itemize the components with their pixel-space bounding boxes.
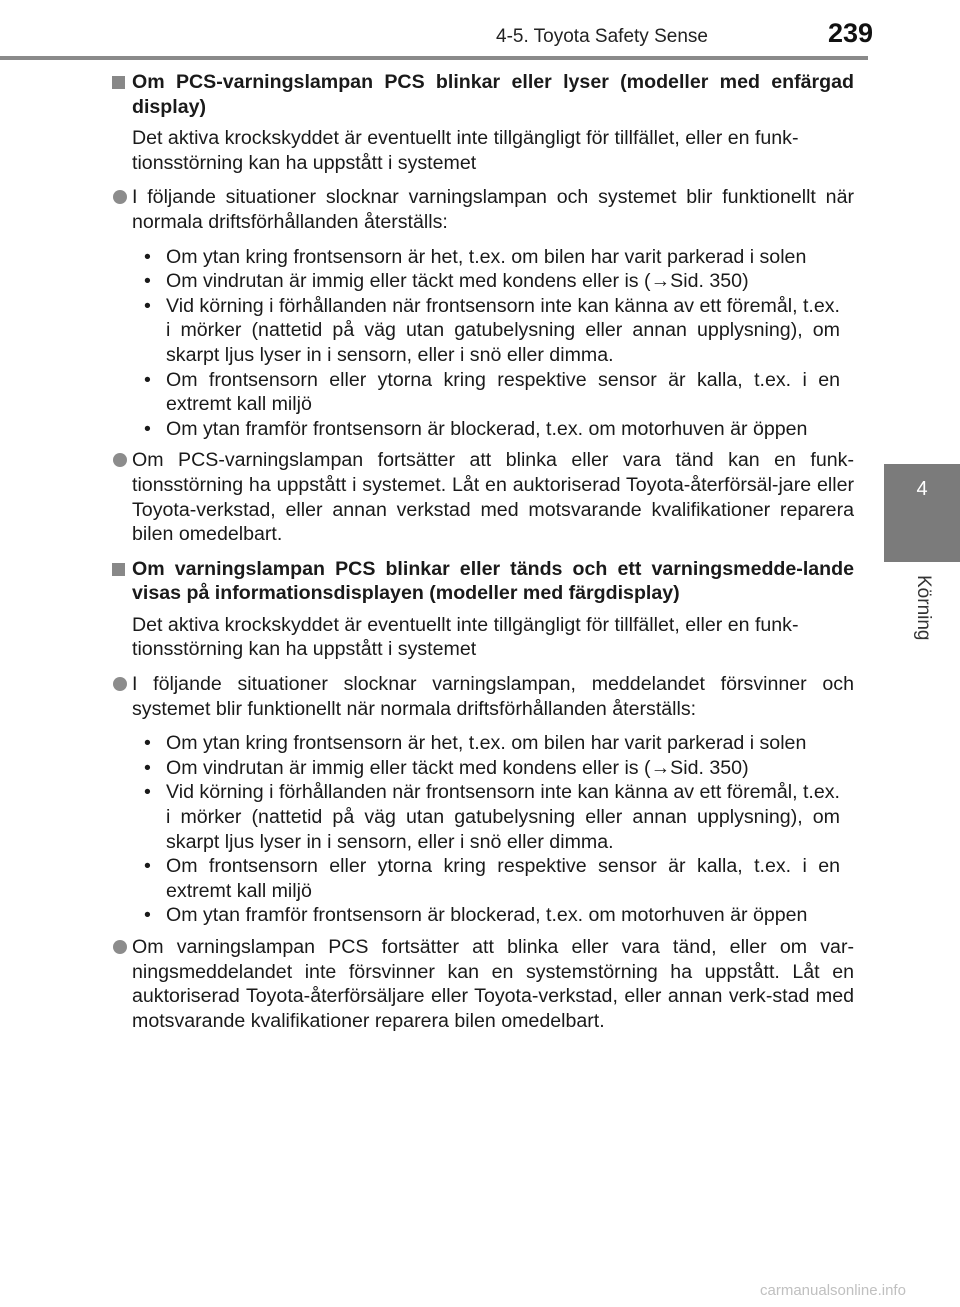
sub-list-item [112,903,854,928]
sub-list-item [112,756,854,781]
section-title-text: Om varningslampan PCS blinkar eller tänds och ett varningsmedde-lande visas på informationsdisplayen (modeller med färgdisplay) [132,557,854,605]
list-item-text: I följande situationer slocknar varningslampan, meddelandet försvinner och systemet blir funktionellt när normala driftsförhållanden återställs: [132,673,854,720]
sub-list-item-text: Om ytan kring frontsensorn är het, t.ex. om bilen har varit parkerad i solen [166,245,807,268]
section-intro: Det aktiva krockskyddet är eventuellt inte tillgängligt för tillfället, eller en funk-tionsstörning kan ha uppstått i systemet [132,127,799,174]
sub-list-item [112,731,854,756]
page-content [112,70,854,1043]
sub-list-item [112,368,854,417]
sub-list-item-text: Om frontsensorn eller ytorna kring respektive sensor är kalla, t.ex. i en extremt kall miljö [166,368,840,416]
sub-list-item-text: Om vindrutan är immig eller täckt med kondens eller is (→Sid. 350) [166,270,749,293]
sub-list [112,731,854,928]
dot-bullet-icon: • [144,756,151,779]
list-item [112,935,854,1033]
watermark: carmanualsonline.info [760,1282,906,1299]
header-section-title: 4-5. Toyota Safety Sense [496,26,708,47]
list-item [112,672,854,721]
dot-bullet-icon: • [144,904,151,927]
list-item [112,448,854,546]
dot-bullet-icon: • [144,732,151,755]
sub-list-item-text: Om vindrutan är immig eller täckt med kondens eller is (→Sid. 350) [166,756,749,779]
circle-bullet-icon [113,190,127,204]
sub-list-item-text: Om frontsensorn eller ytorna kring respektive sensor är kalla, t.ex. i en extremt kall miljö [166,855,840,902]
list-item-text: Om PCS-varningslampan fortsätter att blinka eller vara tänd kan en funk-tionsstörning ha uppstått i systemet. Låt en auktoriserad Toyota-återförsäl-jare eller Toyota-verkstad, eller annan verkstad med motsvarande kvalifikationer reparera bilen omedelbart. [132,449,854,546]
circle-bullet-icon [113,677,127,691]
page-number: 239 [828,18,874,48]
dot-bullet-icon: • [144,417,151,440]
sub-list-item [112,780,854,854]
dot-bullet-icon: • [144,855,151,878]
circle-bullet-icon [113,453,127,467]
sub-list-item [112,269,854,294]
sub-list-item [112,417,854,442]
sub-list-item-text: Om ytan framför frontsensorn är blockerad, t.ex. om motorhuven är öppen [166,417,808,440]
sub-list-item [112,854,854,903]
sub-list-item-text: Om ytan framför frontsensorn är blockerad, t.ex. om motorhuven är öppen [166,904,808,927]
list-item-text: I följande situationer slocknar varningslampan och systemet blir funktionellt när normala driftsförhållanden återställs: [132,186,854,233]
sub-list-item [112,294,854,368]
chapter-tab-number: 4 [916,478,928,500]
dot-bullet-icon: • [144,781,151,804]
square-bullet-icon [112,563,125,576]
section-title-text: Om PCS-varningslampan PCS blinkar eller lyser (modeller med enfärgad display) [132,71,854,118]
section-intro: Det aktiva krockskyddet är eventuellt inte tillgängligt för tillfället, eller en funk-tionsstörning kan ha uppstått i systemet [132,613,799,661]
dot-bullet-icon: • [144,245,151,268]
sub-list-item-text: Vid körning i förhållanden när frontsensorn inte kan känna av ett föremål, t.ex. i mörker (nattetid på väg utan gatubelysning eller annan upplysning), om skarpt ljus lyser in i sensorn, eller i snö eller dimma. [166,294,840,366]
list-item [112,185,854,234]
section [112,70,854,547]
page-header [0,0,960,60]
sub-list-item-text: Vid körning i förhållanden när frontsensorn inte kan känna av ett föremål, t.ex. i mörker (nattetid på väg utan gatubelysning eller annan upplysning), om skarpt ljus lyser in i sensorn, eller i snö eller dimma. [166,781,840,853]
dot-bullet-icon: • [144,270,151,293]
header-rule [0,56,868,60]
section-title [112,557,854,606]
section-title [112,70,854,119]
section [112,557,854,1034]
sub-list [112,245,854,442]
chapter-tab-label: Körning [913,575,934,641]
sub-list-item [112,245,854,270]
circle-bullet-icon [113,940,127,954]
list-item-text: Om varningslampan PCS fortsätter att blinka eller vara tänd, eller om var-ningsmeddelandet inte försvinner kan en systemstörning ha uppstått. Låt en auktoriserad Toyota-återförsäljare eller Toyota-verkstad, eller annan verk-stad med motsvarande kvalifikationer reparera bilen omedelbart. [132,936,854,1032]
dot-bullet-icon: • [144,368,151,391]
dot-bullet-icon: • [144,294,151,317]
sub-list-item-text: Om ytan kring frontsensorn är het, t.ex. om bilen har varit parkerad i solen [166,732,807,755]
square-bullet-icon [112,76,125,89]
